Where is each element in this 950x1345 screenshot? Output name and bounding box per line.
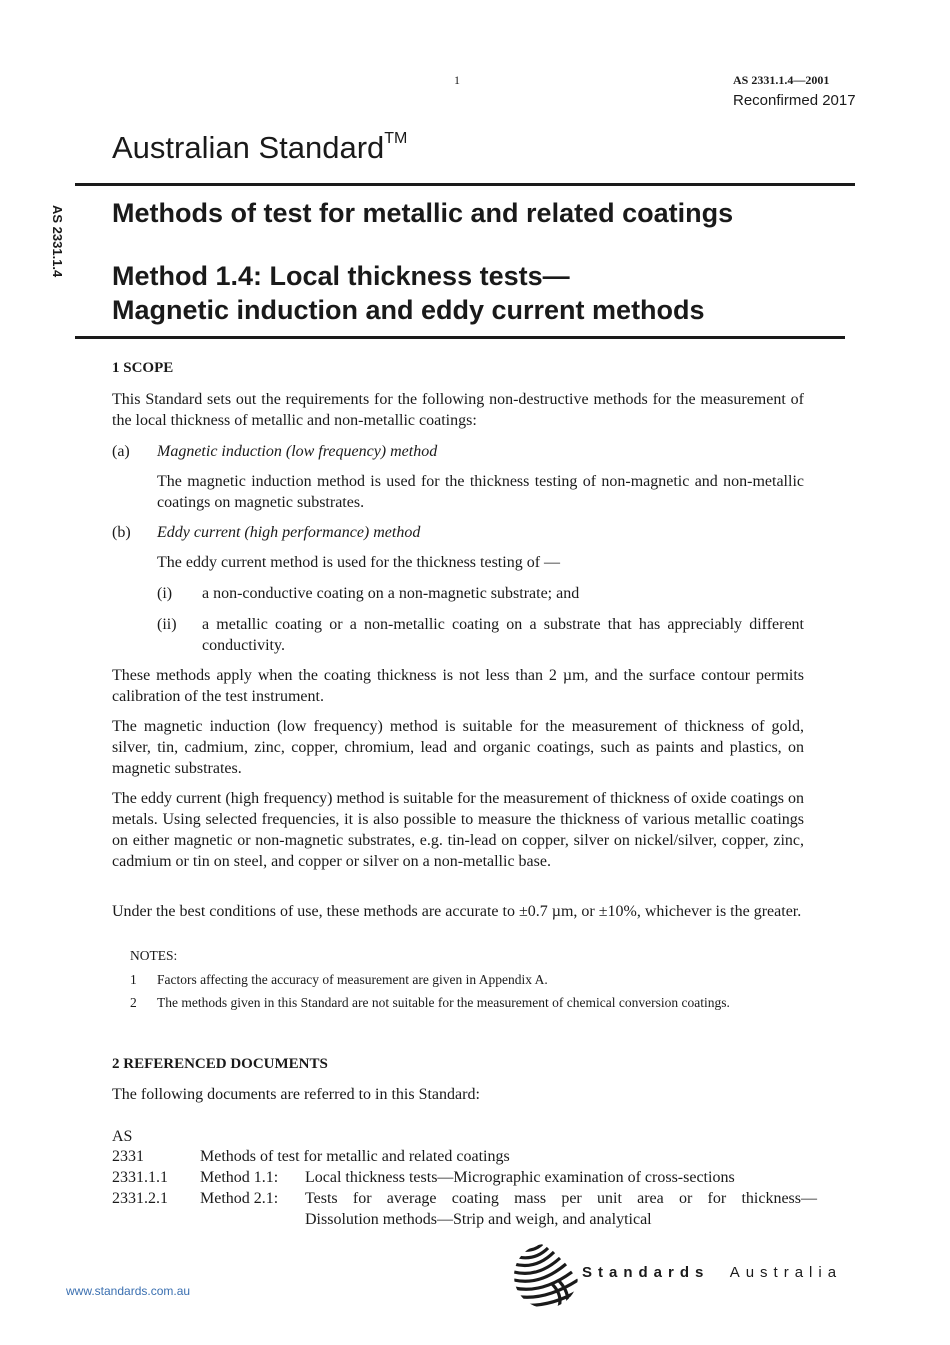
scope-paragraph-4: Under the best conditions of use, these methods are accurate to ±0.7 µm, or ±10%, whichever is the greater.: [112, 903, 802, 920]
reference-title: Methods of test for metallic and related coatings: [200, 1148, 510, 1165]
scope-paragraph-1: These methods apply when the coating thickness is not less than 2 µm, and the surface contour permits calibration of the test instrument.: [112, 667, 804, 705]
top-rule: [75, 183, 855, 186]
reference-number: 2331: [112, 1148, 144, 1165]
reference-description: Tests for average coating mass per unit area or for thickness—: [305, 1190, 817, 1207]
references-heading: 2 REFERENCED DOCUMENTS: [112, 1056, 328, 1072]
footer-website-link[interactable]: www.standards.com.au: [66, 1284, 191, 1298]
scope-heading: 1 SCOPE: [112, 360, 174, 376]
scope-paragraph-3: The eddy current (high frequency) method is suitable for the measurement of thickness of oxide coatings on metals. Using selected frequencies, it is also possible to measure the thickness of various metallic coatings on either magnetic or non-magnetic substrates, e.g. tin-lead on copper, silver on nickel/silver, copper, zinc, cadmium or tin on steel, and copper or silver on a non-metallic base.: [112, 790, 804, 870]
item-a-label: (a): [112, 443, 130, 460]
notes-heading: NOTES:: [130, 948, 178, 963]
logo-wordmark-bold: Standards: [582, 1264, 710, 1281]
item-a-text: The magnetic induction method is used for the thickness testing of non-magnetic and non-metallic coatings on magnetic substrates.: [157, 473, 804, 511]
references-intro: The following documents are referred to in this Standard:: [112, 1086, 480, 1103]
reference-description: Local thickness tests—Micrographic examination of cross-sections: [305, 1169, 735, 1186]
item-i-text: a non-conductive coating on a non-magnetic substrate; and: [202, 585, 580, 602]
reference-method: Method 2.1:: [200, 1190, 279, 1207]
reference-number: 2331.1.1: [112, 1169, 168, 1186]
item-b-text: The eddy current method is used for the thickness testing of —: [157, 554, 561, 571]
item-a-title: Magnetic induction (low frequency) method: [157, 443, 438, 460]
method-title-line1: Method 1.4: Local thickness tests—: [112, 261, 570, 291]
reconfirmed-note: Reconfirmed 2017: [733, 92, 856, 109]
scope-paragraph-2: The magnetic induction (low frequency) method is suitable for the measurement of thickness of gold, silver, tin, cadmium, zinc, copper, chromium, lead and organic coatings, such as paints and plastics, on magnetic substrates.: [112, 718, 804, 777]
references-group: AS: [112, 1128, 133, 1145]
item-i-label: (i): [157, 585, 173, 602]
brand-name: Australian Standard: [112, 130, 385, 165]
page-number: 1: [454, 73, 460, 87]
item-ii-text: a metallic coating or a non-metallic coating on a substrate that has appreciably different conductivity.: [202, 616, 804, 654]
note-2-text: The methods given in this Standard are not suitable for the measurement of chemical conversion coatings.: [157, 995, 730, 1010]
document-id: AS 2331.1.4—2001: [733, 73, 830, 87]
note-2-number: 2: [130, 995, 137, 1010]
method-title: [112, 259, 705, 327]
reference-description-continued: Dissolution methods—Strip and weigh, and analytical: [305, 1211, 652, 1228]
title-bottom-rule: [75, 336, 845, 339]
standard-brand: [112, 130, 407, 166]
standards-australia-emblem-icon: [512, 1240, 580, 1312]
trademark-mark: TM: [384, 129, 408, 147]
note-1-number: 1: [130, 972, 137, 987]
note-1-text: Factors affecting the accuracy of measurement are given in Appendix A.: [157, 972, 548, 987]
item-ii-label: (ii): [157, 616, 177, 633]
item-b-title: Eddy current (high performance) method: [157, 524, 421, 541]
logo-wordmark: [582, 1264, 842, 1281]
method-title-line2: Magnetic induction and eddy current methods: [112, 295, 705, 325]
logo-wordmark-light: Australia: [729, 1264, 843, 1281]
side-document-id: AS 2331.1.4: [50, 205, 65, 278]
item-b-label: (b): [112, 524, 131, 541]
scope-intro: This Standard sets out the requirements for the following non-destructive methods for the measurement of the local thickness of metallic and non-metallic coatings:: [112, 391, 804, 429]
reference-number: 2331.2.1: [112, 1190, 168, 1207]
main-title: Methods of test for metallic and related coatings: [112, 198, 734, 228]
reference-method: Method 1.1:: [200, 1169, 279, 1186]
